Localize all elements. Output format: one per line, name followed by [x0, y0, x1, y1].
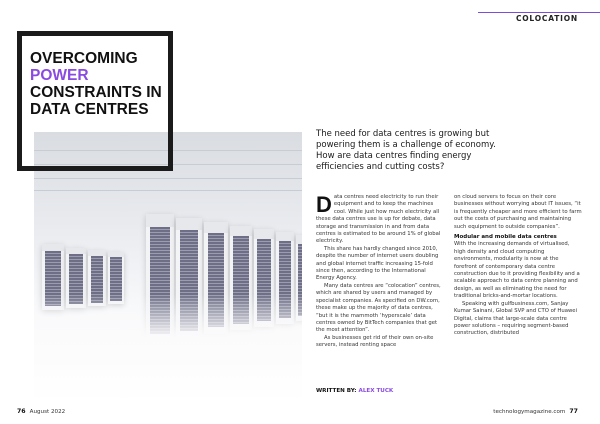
data-centre-photo [34, 132, 302, 404]
ceiling-line [34, 190, 302, 191]
page-number-right: 77 [569, 408, 578, 415]
body-column-2 [454, 194, 582, 338]
article-title [30, 50, 200, 118]
body-paragraph: Speaking with gulfbusiness.com, Sanjay Kumar Sainani, Global SVP and CTO of Huawei Digital, claims that large-scale data centre power solutions – requiring segment-based construction, distributed [454, 300, 578, 337]
section-label: COLOCATION [515, 14, 578, 23]
title-line-3: CONSTRAINTS IN [30, 84, 162, 101]
title-line-4: DATA CENTRES [30, 101, 149, 118]
body-paragraph: This share has hardly changed since 2010, despite the number of internet users doubling and global internet traffic increasing 15-fold since then, according to the International Energy Agency. [316, 245, 439, 282]
standfirst: The need for data centres is growing but powering them is a challenge of economy. How are data centres finding energy efficiencies and cutting costs? [316, 129, 496, 172]
byline-label: WRITTEN BY: [316, 388, 357, 394]
footer-right [493, 408, 578, 415]
section-rule [478, 12, 600, 13]
subheading: Modular and mobile data centres [454, 234, 557, 241]
ceiling-line [34, 178, 302, 179]
drop-cap: D [316, 192, 332, 217]
body-paragraph: With the increasing demands of virtualised, high density and cloud computing environments, modularity is now at the forefront of contemporary data centre construction due to it providing flexibility and a scalable approach to data centre planning and design, as well as eliminating the need for traditional bricks-and-mortar locations. [454, 241, 580, 300]
site-name: technologymagazine.com [493, 409, 566, 415]
byline [316, 388, 393, 394]
body-paragraph: on cloud servers to focus on their core businesses without worrying about IT issues, “it is frequently cheaper and more efficient to farm out the costs of purchasing and maintaining such equipment to outside companies”. [454, 194, 582, 230]
footer-left [17, 408, 65, 415]
body-paragraph: As businesses get rid of their own on-site servers, instead renting space [316, 334, 434, 349]
body-paragraph: Data centres need electricity to run their equipment and to keep the machines cool. While just how much electricity all these data centres use is up for debate, data storage and transmission in and from data centres is estimated to be around 1% of global electricity. [316, 192, 441, 245]
body-column-1 [316, 194, 444, 350]
page-number-left: 76 [17, 408, 26, 415]
title-line-2: POWER [30, 67, 89, 84]
byline-author: ALEX TUCK [358, 388, 394, 394]
title-line-1: OVERCOMING [30, 50, 138, 67]
body-paragraph: Many data centres are “colocation” centres, which are shared by users and managed by specialist companies. As specified on DW.com, these make up the majority of data centres, “but it is the mammoth ‘hyperscale’ data centres owned by BitTech companies that get the most attention”. [316, 282, 441, 334]
floor-reflection [34, 294, 302, 404]
issue-date: August 2022 [29, 409, 66, 415]
